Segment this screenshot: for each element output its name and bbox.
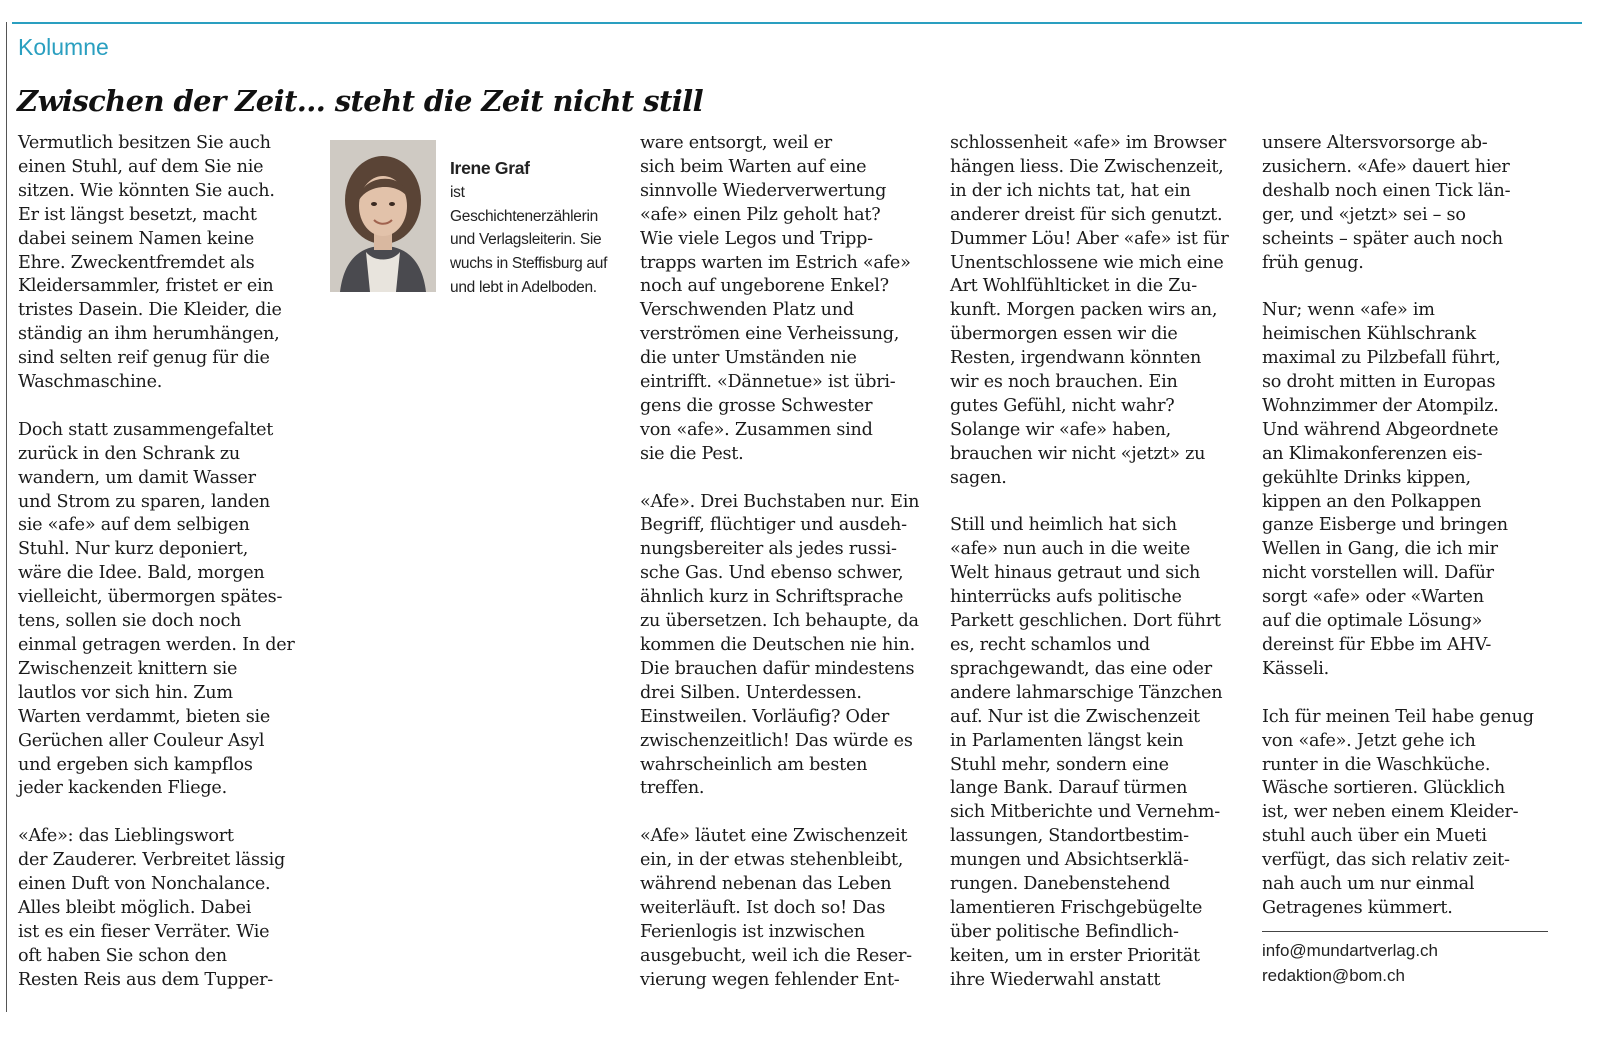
article-text-line: sagen. bbox=[950, 467, 1007, 488]
article-text-line: tens, sollen sie doch noch bbox=[18, 611, 242, 632]
article-text-line: hängen liess. Die Zwischenzeit, bbox=[950, 156, 1224, 177]
article-text-line: runter in die Waschküche. bbox=[1262, 754, 1491, 775]
article-text-line: sorgt «afe» oder «Warten bbox=[1262, 587, 1484, 608]
article-text-line: brauchen wir nicht «jetzt» zu bbox=[950, 443, 1206, 464]
article-text-line: lautlos vor sich hin. Zum bbox=[18, 682, 233, 703]
article-text-line: Ich für meinen Teil habe genug bbox=[1262, 706, 1534, 727]
article-text-line: Ferienlogis ist inzwischen bbox=[640, 921, 865, 942]
article-text-line: auf. Nur ist die Zwischenzeit bbox=[950, 706, 1200, 727]
article-text-line: eintrifft. «Dännetue» ist übri- bbox=[640, 372, 896, 393]
article-text-line: sprachgewandt, das eine oder bbox=[950, 658, 1212, 679]
article-text-line: schlossenheit «afe» im Browser bbox=[950, 133, 1227, 153]
article-text-line: Nur; wenn «afe» im bbox=[1262, 300, 1435, 321]
article-text-line: lamentieren Frischgebügelte bbox=[950, 897, 1203, 918]
article-text-line: Wohnzimmer der Atompilz. bbox=[1262, 395, 1499, 416]
article-text-line: Unentschlossene wie mich eine bbox=[950, 252, 1224, 273]
article-text-line: vierung wegen fehlender Ent- bbox=[640, 969, 900, 990]
left-border-rule bbox=[6, 22, 7, 1012]
article-text-line: einmal getragen werden. In der bbox=[18, 635, 295, 656]
article-text-line: sie «afe» auf dem selbigen bbox=[18, 515, 250, 536]
article-text-line: in der ich nichts tat, hat ein bbox=[950, 180, 1191, 201]
article-text-line: der Zauderer. Verbreitet lässig bbox=[18, 850, 285, 871]
article-text-line: deshalb noch einen Tick län- bbox=[1262, 180, 1511, 201]
article-text-line: tristes Dasein. Die Kleider, die bbox=[18, 300, 282, 321]
article-text-line: Resten Reis aus dem Tupper- bbox=[18, 969, 273, 990]
article-text-line: Still und heimlich hat sich bbox=[950, 515, 1177, 536]
author-portrait-image bbox=[330, 140, 436, 292]
article-text-line: Kässeli. bbox=[1262, 658, 1329, 679]
article-text-line: kommen die Deutschen nie hin. bbox=[640, 635, 915, 656]
article-text-line: sich beim Warten auf eine bbox=[640, 156, 867, 177]
article-text-line: nah auch um nur einmal bbox=[1262, 874, 1475, 895]
article-text-line: maximal zu Pilzbefall führt, bbox=[1262, 348, 1501, 369]
article-text-line: nicht vorstellen will. Dafür bbox=[1262, 563, 1494, 584]
author-bio-line: und Verlagsleiterin. Sie bbox=[450, 231, 602, 249]
article-text-line: kippen an den Polkappen bbox=[1262, 491, 1482, 512]
contact-email-link[interactable]: redaktion@bom.ch bbox=[1262, 966, 1405, 985]
article-text-line: Und während Abgeordnete bbox=[1262, 419, 1499, 440]
author-bio bbox=[450, 157, 630, 300]
author-bio-line: und lebt in Adelboden. bbox=[450, 278, 597, 296]
article-text-line: Wie viele Legos und Tripp- bbox=[640, 228, 873, 249]
article-text-line: zurück in den Schrank zu bbox=[18, 443, 240, 464]
text-column-4 bbox=[1262, 132, 1562, 921]
article-text-line: ware entsorgt, weil er bbox=[640, 133, 832, 153]
text-column-2 bbox=[640, 132, 940, 993]
article-text-line: ist, wer neben einem Kleider- bbox=[1262, 802, 1519, 823]
article-text-line: Verschwenden Platz und bbox=[640, 300, 854, 321]
author-bio-line: ist bbox=[450, 183, 465, 201]
article-text-line: drei Silben. Unterdessen. bbox=[640, 682, 862, 703]
article-text-line: andere lahmarschige Tänzchen bbox=[950, 682, 1223, 703]
article-text-line: auf die optimale Lösung» bbox=[1262, 611, 1483, 632]
article-text-line: sche Gas. Und ebenso schwer, bbox=[640, 563, 904, 584]
article-text-line: sitzen. Wie könnten Sie auch. bbox=[18, 180, 275, 201]
article-text-line: es, recht schamlos und bbox=[950, 635, 1150, 656]
article-text-line: verfügt, das sich relativ zeit- bbox=[1262, 850, 1510, 871]
article-text-line: zusichern. «Afe» dauert hier bbox=[1262, 156, 1510, 177]
article-text-line: ständig an ihm herumhängen, bbox=[18, 324, 280, 345]
article-text-line: von «afe». Zusammen sind bbox=[640, 419, 873, 440]
article-text-line: Er ist längst besetzt, macht bbox=[18, 204, 257, 225]
article-text-line: dereinst für Ebbe im AHV- bbox=[1262, 635, 1492, 656]
contact-email-link[interactable]: info@mundartverlag.ch bbox=[1262, 941, 1439, 960]
article-text-line: vielleicht, übermorgen spätes- bbox=[18, 587, 283, 608]
article-text-line: weiterläuft. Ist doch so! Das bbox=[640, 897, 886, 918]
article-text-line: zu übersetzen. Ich behaupte, da bbox=[640, 611, 919, 632]
article-text-line: Waschmaschine. bbox=[18, 372, 163, 393]
article-text-line: Solange wir «afe» haben, bbox=[950, 419, 1172, 440]
article-text-line: anderer dreist für sich genutzt. bbox=[950, 204, 1223, 225]
article-text-line: Dummer Löu! Aber «afe» ist für bbox=[950, 228, 1229, 249]
article-text-line: einen Duft von Nonchalance. bbox=[18, 874, 271, 895]
article-text-line: stuhl auch über ein Mueti bbox=[1262, 826, 1487, 847]
article-text-line: Gerüchen aller Couleur Asyl bbox=[18, 730, 265, 751]
article-text-line: ist es ein fieser Verräter. Wie bbox=[18, 921, 270, 942]
article-text-line: von «afe». Jetzt gehe ich bbox=[1262, 730, 1476, 751]
article-text-line: an Klimakonferenzen eis- bbox=[1262, 443, 1483, 464]
article-text-line: so droht mitten in Europas bbox=[1262, 372, 1496, 393]
article-text-line: verströmen eine Verheissung, bbox=[640, 324, 900, 345]
article-text-line: «Afe»: das Lieblingswort bbox=[18, 826, 234, 847]
article-text-line: gutes Gefühl, nicht wahr? bbox=[950, 395, 1175, 416]
article-text-line: Einstweilen. Vorläufig? Oder bbox=[640, 706, 890, 727]
article-headline: Zwischen der Zeit... steht die Zeit nicht still bbox=[17, 84, 703, 118]
article-text-line: Resten, irgendwann könnten bbox=[950, 348, 1202, 369]
article-text-line: Welt hinaus getraut und sich bbox=[950, 563, 1201, 584]
article-text-line: wahrscheinlich am besten bbox=[640, 754, 868, 775]
article-text-line: Alles bleibt möglich. Dabei bbox=[18, 897, 252, 918]
article-text-line: lange Bank. Darauf türmen bbox=[950, 778, 1188, 799]
article-text-line: über politische Befindlich- bbox=[950, 921, 1179, 942]
author-name: Irene Graf bbox=[450, 158, 530, 178]
article-text-line: Vermutlich besitzen Sie auch bbox=[18, 133, 271, 153]
article-text-line: einen Stuhl, auf dem Sie nie bbox=[18, 156, 264, 177]
article-text-line: Wellen in Gang, die ich mir bbox=[1262, 539, 1498, 560]
text-column-3 bbox=[950, 132, 1250, 993]
article-text-line: sie die Pest. bbox=[640, 443, 744, 464]
article-text-line: Doch statt zusammengefaltet bbox=[18, 419, 274, 440]
article-text-line: noch auf ungeborene Enkel? bbox=[640, 276, 889, 297]
article-text-line: jeder kackenden Fliege. bbox=[18, 778, 227, 799]
article-text-line: ganze Eisberge und bringen bbox=[1262, 515, 1508, 536]
article-text-line: Warten verdammt, bieten sie bbox=[18, 706, 271, 727]
article-text-line: während nebenan das Leben bbox=[640, 874, 892, 895]
article-text-line: dabei seinem Namen keine bbox=[18, 228, 255, 249]
article-text-line: treffen. bbox=[640, 778, 705, 799]
article-text-line: lassungen, Standortbestim- bbox=[950, 826, 1189, 847]
article-text-line: ähnlich kurz in Schriftsprache bbox=[640, 587, 904, 608]
article-text-line: scheints – später auch noch bbox=[1262, 228, 1503, 249]
article-text-line: wir es noch brauchen. Ein bbox=[950, 372, 1178, 393]
article-text-line: und ergeben sich kampflos bbox=[18, 754, 253, 775]
article-text-line: sinnvolle Wiederverwertung bbox=[640, 180, 887, 201]
article-text-line: kunft. Morgen packen wirs an, bbox=[950, 300, 1218, 321]
article-text-line: früh genug. bbox=[1262, 252, 1364, 273]
article-text-line: «afe» einen Pilz geholt hat? bbox=[640, 204, 881, 225]
article-text-line: Wäsche sortieren. Glücklich bbox=[1262, 778, 1505, 799]
article-text-line: Getragenes kümmert. bbox=[1262, 897, 1453, 918]
article-text-line: sind selten reif genug für die bbox=[18, 348, 270, 369]
article-text-line: mungen und Absichtserklä- bbox=[950, 850, 1189, 871]
article-text-line: Stuhl mehr, sondern eine bbox=[950, 754, 1169, 775]
article-text-line: nungsbereiter als jedes russi- bbox=[640, 539, 897, 560]
article-text-line: ausgebucht, weil ich die Reser- bbox=[640, 945, 912, 966]
article-text-line: sich Mitberichte und Vernehm- bbox=[950, 802, 1220, 823]
article-text-line: Begriff, flüchtiger und ausdeh- bbox=[640, 515, 907, 536]
article-text-line: Ehre. Zweckentfremdet als bbox=[18, 252, 255, 273]
article-text-line: wandern, um damit Wasser bbox=[18, 467, 256, 488]
article-text-line: ein, in der etwas stehenbleibt, bbox=[640, 850, 904, 871]
article-text-line: und Strom zu sparen, landen bbox=[18, 491, 270, 512]
contact-block bbox=[1262, 938, 1438, 988]
article-text-line: oft haben Sie schon den bbox=[18, 945, 227, 966]
article-text-line: Zwischenzeit knittern sie bbox=[18, 658, 238, 679]
article-text-line: keiten, um in erster Priorität bbox=[950, 945, 1200, 966]
article-text-line: zwischenzeitlich! Das würde es bbox=[640, 730, 913, 751]
article-text-line: gekühlte Drinks kippen, bbox=[1262, 467, 1471, 488]
article-text-line: Kleidersammler, fristet er ein bbox=[18, 276, 274, 297]
article-text-line: «Afe» läutet eine Zwischenzeit bbox=[640, 826, 908, 847]
article-text-line: ihre Wiederwahl anstatt bbox=[950, 969, 1161, 990]
article-text-line: «afe» nun auch in die weite bbox=[950, 539, 1190, 560]
article-text-line: Art Wohlfühlticket in die Zu- bbox=[950, 276, 1197, 297]
author-bio-line: Geschichtenerzählerin bbox=[450, 207, 598, 225]
contact-divider bbox=[1262, 931, 1548, 932]
section-rubric: Kolumne bbox=[18, 34, 109, 60]
article-text-line: trapps warten im Estrich «afe» bbox=[640, 252, 911, 273]
top-accent-rule bbox=[12, 22, 1582, 24]
article-text-line: übermorgen essen wir die bbox=[950, 324, 1178, 345]
article-text-line: Die brauchen dafür mindestens bbox=[640, 658, 915, 679]
article-text-line: hinterrücks aufs politische bbox=[950, 587, 1182, 608]
article-text-line: Parkett geschlichen. Dort führt bbox=[950, 611, 1221, 632]
author-bio-line: wuchs in Steffisburg auf bbox=[450, 255, 608, 273]
article-text-line: rungen. Danebenstehend bbox=[950, 874, 1170, 895]
article-text-line: heimischen Kühlschrank bbox=[1262, 324, 1476, 345]
article-text-line: wäre die Idee. Bald, morgen bbox=[18, 563, 265, 584]
article-text-line: die unter Umständen nie bbox=[640, 348, 857, 369]
article-text-line: «Afe». Drei Buchstaben nur. Ein bbox=[640, 491, 920, 512]
article-text-line: ger, und «jetzt» sei – so bbox=[1262, 204, 1466, 225]
author-portrait bbox=[330, 140, 436, 292]
article-text-line: Stuhl. Nur kurz deponiert, bbox=[18, 539, 249, 560]
article-text-line: unsere Altersvorsorge ab- bbox=[1262, 133, 1488, 153]
article-text-line: in Parlamenten längst kein bbox=[950, 730, 1184, 751]
text-column-1 bbox=[18, 132, 318, 993]
article-text-line: gens die grosse Schwester bbox=[640, 395, 873, 416]
